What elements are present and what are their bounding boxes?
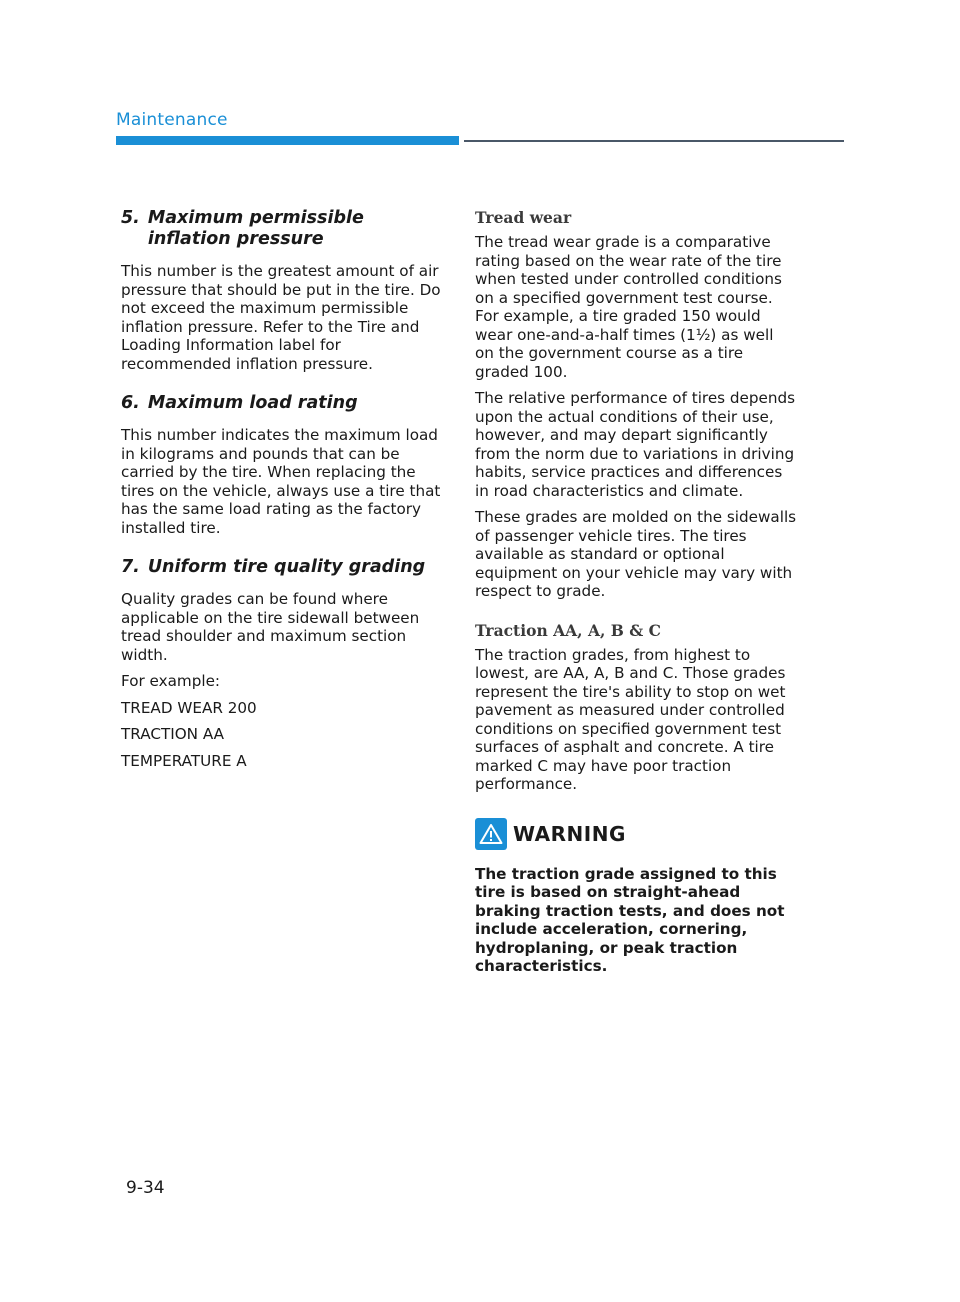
heading-number: 7. xyxy=(121,557,140,577)
page-number: 9-34 xyxy=(126,1178,165,1198)
paragraph-max-inflation-pressure: This number is the greatest amount of air pressure that should be put in the tire. Do not exceed the maximum permissible inflation pressure. Refer to the Tire and Loading Information label for recommended inflation pressure. xyxy=(121,262,441,373)
paragraph-tread-wear-1: The tread wear grade is a comparative rating based on the wear rate of the tire when tested under controlled conditions on a specified government test course. For example, a tire graded 150 would wear one-and-a-half times (1½) as well on the government course as a tire graded 100. xyxy=(475,233,782,381)
heading-max-load-rating xyxy=(121,393,443,414)
example-line-temperature: TEMPERATURE A xyxy=(121,751,247,770)
example-intro: For example: xyxy=(121,672,221,690)
heading-text: Maximum load rating xyxy=(147,393,358,413)
warning-text: The traction grade assigned to this tire is based on straight-ahead braking traction tests, and does not include acceleration, cornering, hydroplaning, or peak traction characteristics. xyxy=(475,864,785,976)
heading-max-inflation-pressure xyxy=(121,208,443,250)
example-line-traction: TRACTION AA xyxy=(121,725,225,743)
heading-text: Uniform tire quality grading xyxy=(147,557,426,577)
warning-triangle-icon xyxy=(475,818,507,850)
example-line-tread-wear: TREAD WEAR 200 xyxy=(121,698,257,717)
warning-header xyxy=(475,818,797,850)
warning-block xyxy=(475,818,797,976)
subheading-tread-wear: Tread wear xyxy=(475,208,572,227)
heading-uniform-tire-quality xyxy=(121,557,443,578)
heading-text: Maximum permissible inflation pressure xyxy=(147,208,364,249)
paragraph-traction: The traction grades, from highest to lowest, are AA, A, B and C. Those grades represent the tire's ability to stop on wet pavement as measured under controlled conditions on specified government test surfaces of asphalt and concrete. A tire marked C may have poor traction performance. xyxy=(475,645,786,793)
paragraph-max-load-rating: This number indicates the maximum load in kilograms and pounds that can be carried by the tire. When replacing the tires on the vehicle, always use a tire that has the same load rating as the factory installed tire. xyxy=(121,426,441,537)
subheading-traction: Traction AA, A, B & C xyxy=(475,620,661,640)
right-column xyxy=(475,208,797,991)
heading-number: 6. xyxy=(121,393,140,413)
left-column xyxy=(121,208,443,778)
section-header-title: Maintenance xyxy=(116,110,228,130)
header-accent-rule xyxy=(116,136,459,145)
header-divider-rule xyxy=(464,140,844,142)
paragraph-tread-wear-3: These grades are molded on the sidewalls of passenger vehicle tires. The tires available as standard or optional equipment on your vehicle may vary with respect to grade. xyxy=(475,508,797,600)
heading-number: 5. xyxy=(121,208,140,228)
paragraph-uniform-tire-quality: Quality grades can be found where applicable on the tire sidewall between tread shoulder and maximum section width. xyxy=(121,590,420,664)
warning-label: WARNING xyxy=(513,821,626,846)
paragraph-tread-wear-2: The relative performance of tires depends upon the actual conditions of their use, however, and may depart significantly from the norm due to variations in driving habits, service practices and differences in road characteristics and climate. xyxy=(475,389,796,500)
